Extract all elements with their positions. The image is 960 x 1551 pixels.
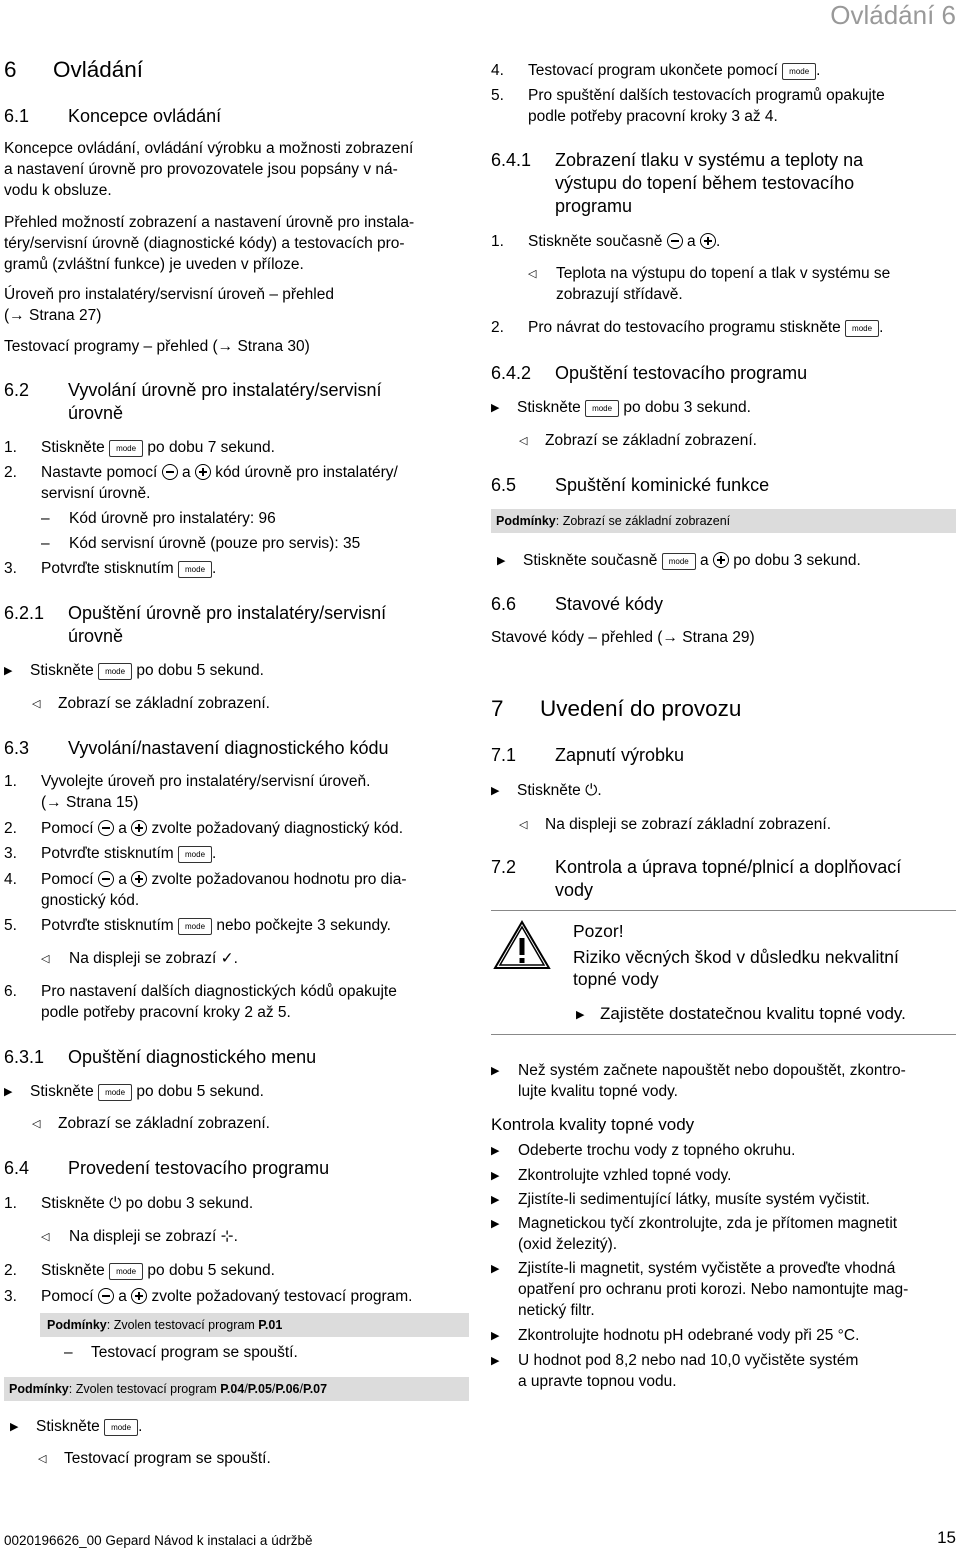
bullet-icon: ▶ xyxy=(491,1065,500,1077)
dash-item: Kód servisní úrovně (pouze pro servis): 35 xyxy=(69,535,361,552)
step-number: 1. xyxy=(4,439,17,456)
instruction-text: Než systém začnete napouštět nebo dopouštět, zkontro- xyxy=(518,1062,906,1079)
step-text: Pomocí a zvolte požadovaný testovací program. xyxy=(41,1288,413,1305)
bullet-icon: ▶ xyxy=(491,1330,500,1342)
condition-text: Podmínky: Zvolen testovací program P.01 xyxy=(47,1318,283,1332)
section-6-3-1-title: Opuštění diagnostického menu xyxy=(68,1047,317,1067)
step-text: Stiskněte současně a . xyxy=(528,233,721,250)
list-item: opatření pro ochranu proti korozi. Nebo namontujte mag- xyxy=(518,1281,909,1298)
section-6-2-1-title: úrovně xyxy=(68,626,124,646)
minus-button-icon xyxy=(98,1288,114,1304)
dash: – xyxy=(41,510,50,527)
section-6-2-title: Vyvolání úrovně pro instalatéry/servisní xyxy=(68,380,382,400)
step-text: Pro návrat do testovacího programu stiskněte mode . xyxy=(528,319,884,336)
minus-button-icon xyxy=(98,871,114,887)
bullet-icon: ▶ xyxy=(491,1355,500,1367)
mode-button-icon: mode xyxy=(178,561,212,578)
bullet-icon: ▶ xyxy=(497,555,506,567)
step-number: 2. xyxy=(4,820,17,837)
step-text: servisní úrovně. xyxy=(41,485,151,502)
result-text: Na displeji se zobrazí ⊹. xyxy=(69,1228,238,1245)
bullet-icon: ▶ xyxy=(4,665,13,677)
step-text: Stiskněte ⏻ po dobu 3 sekund. xyxy=(41,1195,254,1212)
bullet-icon: ▶ xyxy=(491,1170,500,1182)
list-item: Zkontrolujte hodnotu pH odebrané vody při 25 °C. xyxy=(518,1327,860,1344)
mode-button-icon: mode xyxy=(109,1263,143,1280)
result-icon: ◁ xyxy=(32,1118,41,1130)
step-text: Pomocí a zvolte požadovaný diagnostický kód. xyxy=(41,820,404,837)
section-6-5-number: 6.5 xyxy=(491,475,517,495)
section-7-2-title: vody xyxy=(555,880,594,900)
footer-document-id: 0020196626_00 Gepard Návod k instalaci a údržbě xyxy=(4,1533,313,1548)
minus-button-icon xyxy=(667,233,683,249)
step-text: Testovací program ukončete pomocí mode . xyxy=(528,62,821,79)
result-text: zobrazují střídavě. xyxy=(556,286,683,303)
bullet-icon: ▶ xyxy=(576,1009,585,1021)
step-number: 6. xyxy=(4,983,17,1000)
paragraph-line: vodu k obsluze. xyxy=(4,182,112,199)
section-6-4-title: Provedení testovacího programu xyxy=(68,1158,330,1178)
mode-button-icon: mode xyxy=(178,918,212,935)
mode-button-icon: mode xyxy=(782,63,816,80)
section-7-title: Uvedení do provozu xyxy=(540,696,742,721)
section-6-title: Ovládání xyxy=(53,57,144,82)
cross-reference-link[interactable]: Testovací programy – přehled (→ Strana 30) xyxy=(4,338,310,355)
step-text: Stiskněte mode po dobu 7 sekund. xyxy=(41,439,275,456)
step-number: 4. xyxy=(4,871,17,888)
warning-text: topné vody xyxy=(573,969,659,989)
result-text: Zobrazí se základní zobrazení. xyxy=(58,1115,270,1132)
section-6-4-2-title: Opuštění testovacího programu xyxy=(555,363,808,383)
instruction-text: Stiskněte mode . xyxy=(36,1418,143,1435)
result-text: Zobrazí se základní zobrazení. xyxy=(545,432,757,449)
mode-button-icon: mode xyxy=(845,320,879,337)
section-6-1-number: 6.1 xyxy=(4,106,30,126)
instruction-text: Stiskněte ⏻. xyxy=(517,782,602,799)
bullet-icon: ▶ xyxy=(4,1086,13,1098)
step-text: podle potřeby pracovní kroky 2 až 5. xyxy=(41,1004,291,1021)
paragraph-line: gramů (zvláštní funkce) je uveden v příloze. xyxy=(4,256,304,273)
result-icon: ◁ xyxy=(41,953,50,965)
paragraph-line: Koncepce ovládání, ovládání výrobku a možnosti zobrazení xyxy=(4,140,414,157)
list-item: Magnetickou tyčí zkontrolujte, zda je přítomen magnetit xyxy=(518,1215,898,1232)
minus-button-icon xyxy=(98,820,114,836)
dash-item: Testovací program se spouští. xyxy=(91,1344,298,1361)
plus-button-icon xyxy=(131,871,147,887)
instruction-text: Stiskněte mode po dobu 3 sekund. xyxy=(517,399,751,416)
step-number: 1. xyxy=(491,233,504,250)
plus-button-icon xyxy=(195,464,211,480)
section-6-4-1-number: 6.4.1 xyxy=(491,150,532,170)
mode-button-icon: mode xyxy=(98,1084,132,1101)
instruction-text: lujte kvalitu topné vody. xyxy=(518,1083,678,1100)
section-7-2-number: 7.2 xyxy=(491,857,517,877)
cross-reference-link[interactable]: (→ Strana 15) xyxy=(41,794,139,811)
instruction-text: Stiskněte mode po dobu 5 sekund. xyxy=(30,662,264,679)
bullet-icon: ▶ xyxy=(491,1218,500,1230)
result-text: Na displeji se zobrazí ✓. xyxy=(69,950,238,967)
result-icon: ◁ xyxy=(41,1231,50,1243)
result-icon: ◁ xyxy=(519,819,528,831)
condition-text: Podmínky: Zvolen testovací program P.04/P.05/P.06/P.07 xyxy=(9,1382,328,1396)
plus-button-icon xyxy=(131,1288,147,1304)
bullet-icon: ▶ xyxy=(491,1145,500,1157)
plus-button-icon xyxy=(131,820,147,836)
instruction-text: Stiskněte mode po dobu 5 sekund. xyxy=(30,1083,264,1100)
test-symbol-icon: ⊹ xyxy=(220,1228,234,1245)
step-number: 1. xyxy=(4,1195,17,1212)
list-item: U hodnot pod 8,2 nebo nad 10,0 vyčistěte systém xyxy=(518,1352,859,1369)
step-number: 5. xyxy=(491,87,504,104)
cross-reference-link[interactable]: Stavové kódy – přehled (→ Strana 29) xyxy=(491,629,755,646)
arrow-icon: → xyxy=(662,629,678,646)
power-icon: ⏻ xyxy=(109,1195,122,1212)
section-6-4-number: 6.4 xyxy=(4,1158,30,1178)
condition-text: Podmínky: Zobrazí se základní zobrazení xyxy=(496,514,731,528)
section-6-4-2-number: 6.4.2 xyxy=(491,363,532,383)
step-text: Potvrďte stisknutím mode . xyxy=(41,845,217,862)
section-6-4-1-title: výstupu do topení během testovacího xyxy=(555,173,855,193)
section-6-2-title: úrovně xyxy=(68,403,124,423)
minus-button-icon xyxy=(162,464,178,480)
result-text: Testovací program se spouští. xyxy=(64,1450,271,1467)
step-number: 2. xyxy=(491,319,504,336)
mode-button-icon: mode xyxy=(178,846,212,863)
list-item: Zjistíte-li sedimentující látky, musíte systém vyčistit. xyxy=(518,1191,870,1208)
plus-button-icon xyxy=(700,233,716,249)
result-text: Zobrazí se základní zobrazení. xyxy=(58,695,270,712)
paragraph-line: Úroveň pro instalatéry/servisní úroveň – přehled xyxy=(4,286,334,303)
step-text: Nastavte pomocí a kód úrovně pro instalatéry/ xyxy=(41,464,398,481)
dash: – xyxy=(64,1344,73,1361)
paragraph-line: a nastavení úrovně pro provozovatele jsou popsány v ná- xyxy=(4,161,398,178)
section-6-4-1-title: Zobrazení tlaku v systému a teploty na xyxy=(555,150,864,170)
step-number: 3. xyxy=(4,560,17,577)
list-item: Zkontrolujte vzhled topné vody. xyxy=(518,1167,732,1184)
mode-button-icon: mode xyxy=(98,663,132,680)
step-number: 2. xyxy=(4,464,17,481)
arrow-icon: → xyxy=(9,307,25,324)
list-item: netický filtr. xyxy=(518,1302,595,1319)
step-text: podle potřeby pracovní kroky 3 až 4. xyxy=(528,108,778,125)
arrow-icon: → xyxy=(217,338,234,355)
step-number: 2. xyxy=(4,1262,17,1279)
section-6-3-number: 6.3 xyxy=(4,738,30,758)
result-text: Na displeji se zobrazí základní zobrazení. xyxy=(545,816,832,833)
section-6-4-1-title: programu xyxy=(555,196,633,216)
bullet-icon: ▶ xyxy=(10,1421,19,1433)
paragraph-line: téry/servisní úrovně (diagnostické kódy) a testovacích pro- xyxy=(4,235,405,252)
mode-button-icon: mode xyxy=(662,553,696,570)
section-6-number: 6 xyxy=(4,57,17,82)
list-item: Odeberte trochu vody z topného okruhu. xyxy=(518,1142,796,1159)
bullet-icon: ▶ xyxy=(491,785,500,797)
bullet-icon: ▶ xyxy=(491,402,500,414)
result-icon: ◁ xyxy=(519,435,528,447)
paragraph-line: Přehled možností zobrazení a nastavení úrovně pro instala- xyxy=(4,214,415,231)
step-text: Pro spuštění dalších testovacích programů opakujte xyxy=(528,87,885,104)
page-number: 15 xyxy=(937,1528,956,1547)
list-item: (oxid železitý). xyxy=(518,1236,618,1253)
page-header-title: Ovládání 6 xyxy=(830,0,956,30)
section-7-1-title: Zapnutí výrobku xyxy=(555,745,685,765)
step-number: 5. xyxy=(4,917,17,934)
bullet-icon: ▶ xyxy=(491,1263,500,1275)
section-6-5-title: Spuštění kominické funkce xyxy=(555,475,770,495)
cross-reference-link[interactable]: (→ Strana 27) xyxy=(4,307,102,324)
section-7-number: 7 xyxy=(491,696,504,721)
warning-text: Riziko věcných škod v důsledku nekvalitní xyxy=(573,947,899,967)
bullet-icon: ▶ xyxy=(491,1194,500,1206)
result-icon: ◁ xyxy=(528,268,537,280)
list-item: Zjistíte-li magnetit, systém vyčistěte a proveďte vhodná xyxy=(518,1260,896,1277)
list-item: a upravte topnou vodu. xyxy=(518,1373,677,1390)
dash-item: Kód úrovně pro instalatéry: 96 xyxy=(69,510,276,527)
section-6-2-number: 6.2 xyxy=(4,380,30,400)
section-6-2-1-title: Opuštění úrovně pro instalatéry/servisní xyxy=(68,603,387,623)
subheading: Kontrola kvality topné vody xyxy=(491,1115,695,1134)
step-text: Potvrďte stisknutím mode nebo počkejte 3 sekundy. xyxy=(41,917,391,934)
section-6-6-title: Stavové kódy xyxy=(555,594,664,614)
section-6-3-1-number: 6.3.1 xyxy=(4,1047,45,1067)
mode-button-icon: mode xyxy=(585,400,619,417)
result-icon: ◁ xyxy=(38,1453,47,1465)
mode-button-icon: mode xyxy=(104,1419,138,1436)
section-6-3-title: Vyvolání/nastavení diagnostického kódu xyxy=(68,738,389,758)
divider xyxy=(491,1034,956,1035)
section-6-1-title: Koncepce ovládání xyxy=(68,106,222,126)
section-6-6-number: 6.6 xyxy=(491,594,517,614)
section-7-1-number: 7.1 xyxy=(491,745,517,765)
dash: – xyxy=(41,535,50,552)
warning-instruction: Zajistěte dostatečnou kvalitu topné vody. xyxy=(600,1004,906,1023)
step-number: 3. xyxy=(4,1288,17,1305)
step-text: Pro nastavení dalších diagnostických kódů opakujte xyxy=(41,983,397,1000)
plus-button-icon xyxy=(713,552,729,568)
divider xyxy=(491,910,956,911)
step-text: Potvrďte stisknutím mode . xyxy=(41,560,217,577)
arrow-icon: → xyxy=(46,794,62,811)
step-number: 1. xyxy=(4,773,17,790)
warning-triangle-icon xyxy=(493,920,551,970)
warning-title: Pozor! xyxy=(573,921,624,941)
result-text: Teplota na výstupu do topení a tlak v systému se xyxy=(556,265,891,282)
section-7-2-title: Kontrola a úprava topné/plnicí a doplňovací xyxy=(555,857,902,877)
result-icon: ◁ xyxy=(32,698,41,710)
power-icon: ⏻ xyxy=(585,782,598,799)
check-icon: ✓ xyxy=(220,950,234,967)
step-text: Vyvolejte úroveň pro instalatéry/servisní úroveň. xyxy=(41,773,371,790)
instruction-text: Stiskněte současně mode a po dobu 3 sekund. xyxy=(523,552,861,569)
step-number: 4. xyxy=(491,62,504,79)
section-6-2-1-number: 6.2.1 xyxy=(4,603,45,623)
step-number: 3. xyxy=(4,845,17,862)
step-text: gnostický kód. xyxy=(41,892,140,909)
step-text: Stiskněte mode po dobu 5 sekund. xyxy=(41,1262,275,1279)
step-text: Pomocí a zvolte požadovanou hodnotu pro dia- xyxy=(41,871,407,888)
mode-button-icon: mode xyxy=(109,440,143,457)
